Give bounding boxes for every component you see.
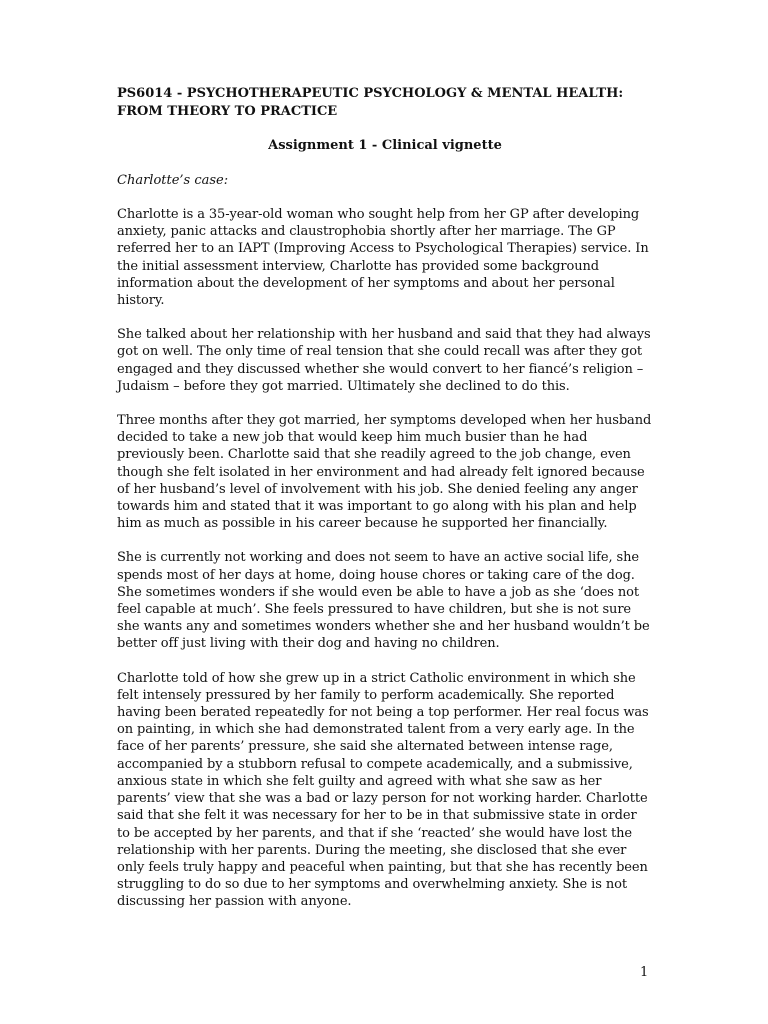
paragraph-relationship: She talked about her relationship with her husband and said that they had always got on well. The only time of real tension that she could recall was after they got engaged and they discussed whether she would convert to her fiancé’s religion – Judaism – before they got married. Ultimately she declined to do this. [117, 327, 651, 394]
document-page [117, 85, 653, 911]
paragraph-current-life: She is currently not working and does not seem to have an active social life, she spends most of her days at home, doing house chores or taking care of the dog. She sometimes wonders if she would even be able to have a job as she ‘does not feel capable at much’. She feels pressured to have children, but she is not sure she wants any and sometimes wonders whether she and her husband wouldn’t be better off just living with their dog and having no children. [117, 550, 650, 652]
document-title: PS6014 - PSYCHOTHERAPEUTIC PSYCHOLOGY & MENTAL HEALTH: FROM THEORY TO PRACTICE [117, 86, 624, 119]
paragraph-symptoms: Three months after they got married, her symptoms developed when her husband decided to take a new job that would keep him much busier than he had previously been. Charlotte said that she readily agreed to the job change, even though she felt isolated in her environment and had already felt ignored because of her husband’s level of involvement with his job. She denied feeling any anger towards him and stated that it was important to go along with his plan and help him as much as possible in his career because he supported her financially. [117, 413, 652, 532]
page-number: 1 [640, 965, 649, 980]
paragraph-intro: Charlotte is a 35-year-old woman who sought help from her GP after developing anxiety, panic attacks and claustrophobia shortly after her marriage. The GP referred her to an IAPT (Improving Access to Psychological Therapies) service. In the initial assessment interview, Charlotte has provided some background information about the development of her symptoms and about her personal history. [117, 207, 649, 309]
assignment-subtitle: Assignment 1 - Clinical vignette [268, 138, 502, 153]
paragraph-history: Charlotte told of how she grew up in a strict Catholic environment in which she felt intensely pressured by her family to perform academically. She reported having been berated repeatedly for not being a top performer. Her real focus was on painting, in which she had demonstrated talent from a very early age. In the face of her parents’ pressure, she said she alternated between intense rage, accompanied by a stubborn refusal to compete academically, and a submissive, anxious state in which she felt guilty and agreed with what she saw as her parents’ view that she was a bad or lazy person for not working harder. Charlotte said that she felt it was necessary for her to be in that submissive state in order to be accepted by her parents, and that if she ‘reacted’ she would have lost the relationship with her parents. During the meeting, she disclosed that she ever only feels truly happy and peaceful when painting, but that she has recently been struggling to do so due to her symptoms and overwhelming anxiety. She is not discussing her passion with anyone. [117, 670, 649, 910]
case-label: Charlotte’s case: [117, 172, 229, 188]
